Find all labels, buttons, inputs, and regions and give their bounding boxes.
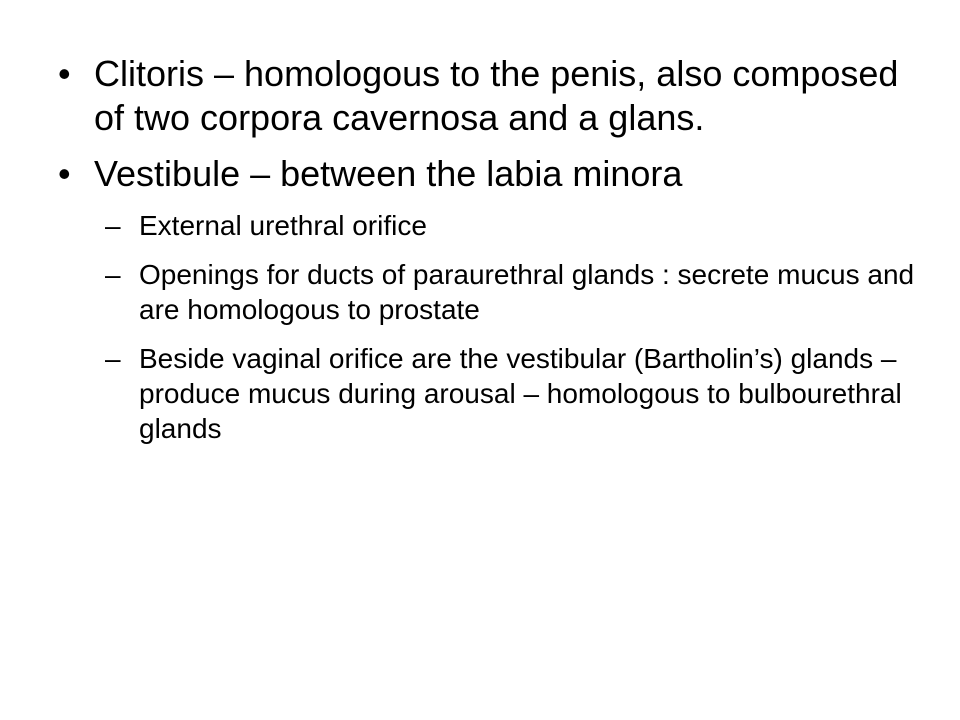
bullet-marker: • bbox=[58, 153, 71, 194]
subbullet-marker: – bbox=[105, 210, 121, 241]
subbullet-marker: – bbox=[105, 343, 121, 374]
bullet-list bbox=[58, 52, 938, 460]
subbullet-vestibular-glands bbox=[105, 341, 938, 446]
subbullet-paraurethral-glands bbox=[105, 257, 938, 327]
subbullet-urethral-orifice bbox=[105, 208, 938, 243]
bullet-text: Vestibule – between the labia minora bbox=[94, 153, 683, 194]
subbullet-text: External urethral orifice bbox=[139, 210, 427, 241]
subbullet-marker: – bbox=[105, 259, 121, 290]
subbullet-text: Openings for ducts of paraurethral glands : secrete mucus and are homologous to prostate bbox=[139, 259, 915, 325]
bullet-text: Clitoris – homologous to the penis, also composed of two corpora cavernosa and a glans. bbox=[94, 53, 899, 138]
bullet-clitoris bbox=[58, 52, 938, 140]
bullet-vestibule bbox=[58, 152, 938, 196]
subbullet-text: Beside vaginal orifice are the vestibular (Bartholin’s) glands – produce mucus during arousal – homologous to bulbourethral glands bbox=[139, 343, 902, 444]
bullet-marker: • bbox=[58, 53, 71, 94]
